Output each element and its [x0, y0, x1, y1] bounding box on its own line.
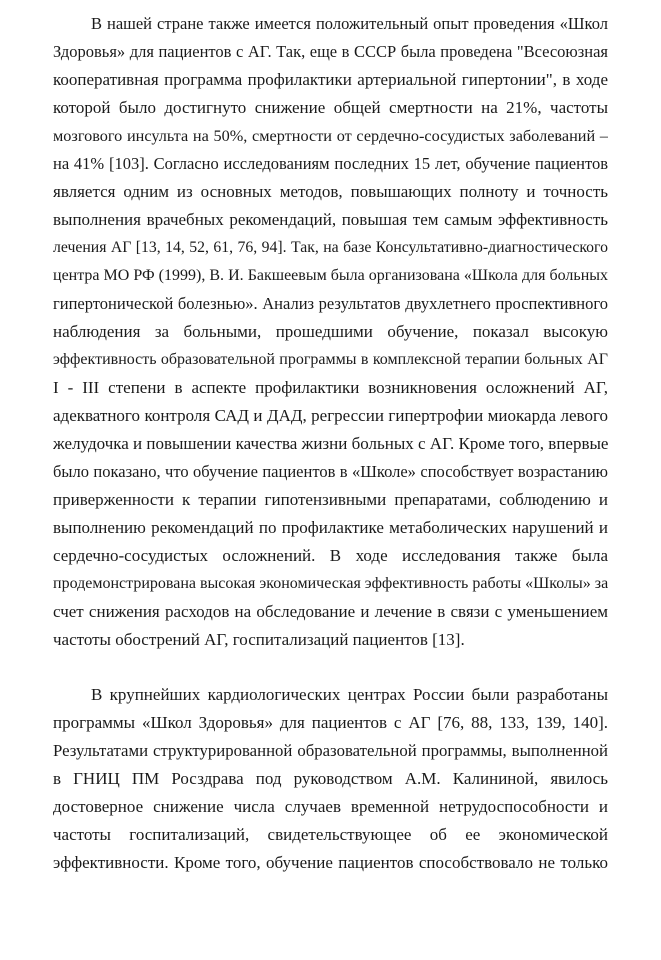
- text-line: наблюдения за больными, прошедшими обучение, показал высокую: [53, 322, 608, 341]
- text-line: было показано, что обучение пациентов в «Школе» способствует возрастанию: [53, 462, 608, 481]
- text-line: достоверное снижение числа случаев временной нетрудоспособности и: [53, 797, 608, 816]
- text-line: в ГНИЦ ПМ Росздрава под руководством А.М. Калининой, явилось: [53, 769, 608, 788]
- text-line: программы «Школ Здоровья» для пациентов с АГ [76, 88, 133, 139, 140].: [53, 713, 608, 732]
- text-line: адекватного контроля САД и ДАД, регрессии гипертрофии миокарда левого: [53, 406, 608, 425]
- text-line: сердечно-сосудистых осложнений. В ходе исследования также была: [53, 546, 608, 565]
- text-line: В крупнейших кардиологических центрах России были разработаны: [91, 685, 608, 704]
- text-line: Здоровья» для пациентов с АГ. Так, еще в СССР была проведена "Всесоюзная: [53, 42, 608, 61]
- text-line: лечения АГ [13, 14, 52, 61, 76, 94]. Так, на базе Консультативно-диагностического: [53, 239, 608, 256]
- text-line: частоты обострений АГ, госпитализаций пациентов [13].: [53, 630, 465, 649]
- text-line: выполнения врачебных рекомендаций, повышая тем самым эффективность: [53, 210, 608, 229]
- text-line: мозгового инсульта на 50%, смертности от сердечно-сосудистых заболеваний –: [53, 127, 608, 145]
- paragraph-2: [53, 681, 608, 877]
- text-line: эффективности. Кроме того, обучение пациентов способствовало не только: [53, 853, 608, 872]
- text-line: которой было достигнуто снижение общей смертности на 21%, частоты: [53, 98, 608, 117]
- text-line: эффективность образовательной программы в комплексной терапии больных АГ: [53, 351, 608, 368]
- paragraph-1: [53, 10, 608, 654]
- text-line: гипертонической болезнью». Анализ результатов двухлетнего проспективного: [53, 294, 608, 313]
- text-line: желудочка и повышении качества жизни больных с АГ. Кроме того, впервые: [53, 434, 608, 453]
- text-line: приверженности к терапии гипотензивными препаратами, соблюдению и: [53, 490, 608, 509]
- text-line: является одним из основных методов, повышающих полноту и точность: [53, 182, 608, 201]
- text-line: на 41% [103]. Согласно исследованиям последних 15 лет, обучение пациентов: [53, 154, 608, 173]
- text-line: I - III степени в аспекте профилактики возникновения осложнений АГ,: [53, 378, 608, 397]
- text-line: кооперативная программа профилактики артериальной гипертонии", в ходе: [53, 70, 608, 89]
- text-line: частоты госпитализаций, свидетельствующее об ее экономической: [53, 825, 608, 844]
- text-line: центра МО РФ (1999), В. И. Бакшеевым была организована «Школа для больных: [53, 267, 608, 284]
- text-line: продемонстрирована высокая экономическая эффективность работы «Школы» за: [53, 575, 608, 592]
- text-line: выполнению рекомендаций по профилактике метаболических нарушений и: [53, 518, 608, 537]
- text-line: счет снижения расходов на обследование и лечение в связи с уменьшением: [53, 602, 608, 621]
- text-line: В нашей стране также имеется положительный опыт проведения «Школ: [91, 14, 608, 33]
- text-line: Результатами структурированной образовательной программы, выполненной: [53, 741, 608, 760]
